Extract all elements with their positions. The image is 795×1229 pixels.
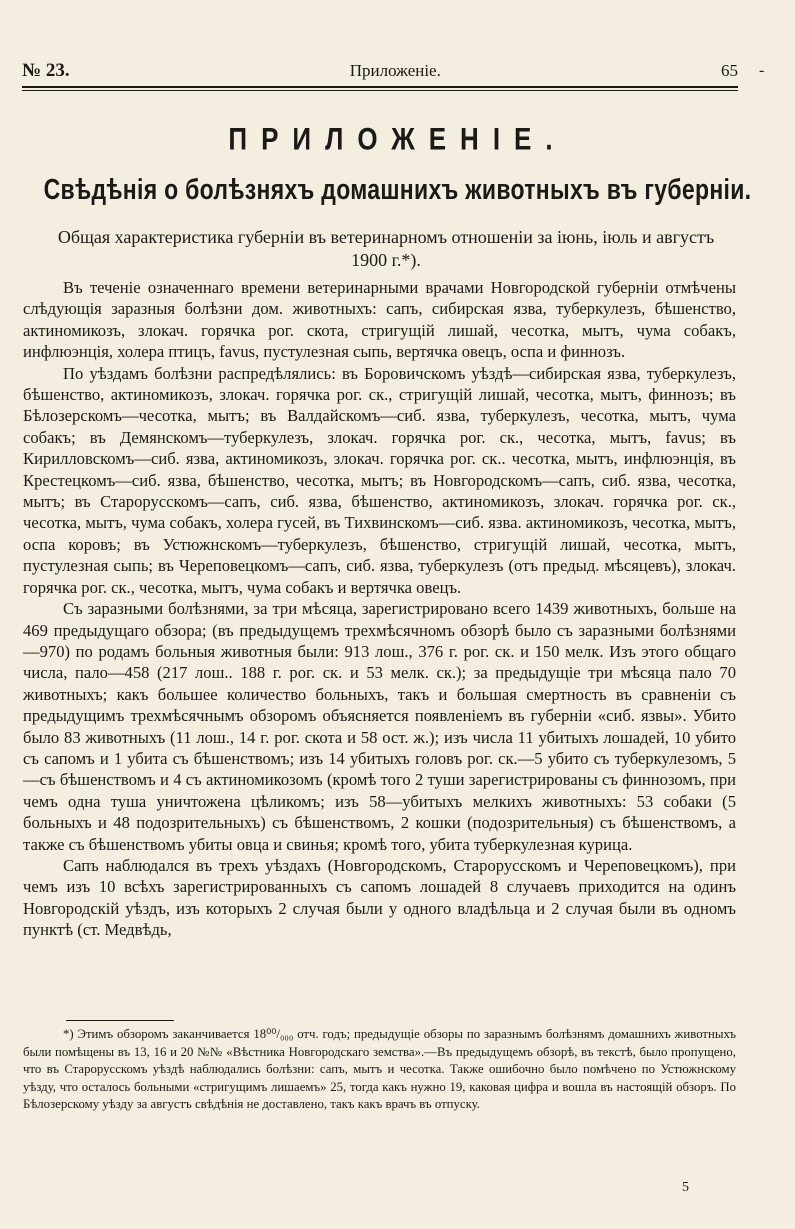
paragraph: Сапъ наблюдался въ трехъ уѣздахъ (Новгородскомъ, Старорусскомъ и Череповецкомъ), при чемъ изъ 10 всѣхъ зарегистрированныхъ съ сапомъ лошадей 8 случаевъ приходится на одинъ Новгородскій уѣздъ, изъ которыхъ 2 случая были у одного владѣльца и 2 случая были въ одномъ пунктѣ (ст. Медвѣдь, [23, 855, 736, 940]
body-text [23, 277, 736, 941]
subheading: Общая характеристика губерніи въ ветеринарномъ отношеніи за іюнь, іюль и августъ 1900 г.*). [57, 227, 715, 270]
signature-mark: 5 [682, 1180, 689, 1195]
footnote-rule [66, 1020, 174, 1021]
header-rule [22, 86, 738, 88]
paragraph: По уѣздамъ болѣзни распредѣлялись: въ Боровичскомъ уѣздѣ—сибирская язва, туберкулезъ, бѣшенство, актиномикозъ, злокач. горячка рог. ск., стригущій лишай, чесотка, мытъ, финнозъ; въ Бѣлозерскомъ—чесотка, мытъ; въ Валдайскомъ—сиб. язва, туберкулезъ, чесотка, мытъ, чума собакъ; въ Демянскомъ—туберкулезъ, злокач. горячка рог. ск., чесотка, мытъ, favus; въ Кирилловскомъ—сиб. язва, актиномикозъ, злокач. горячка рог. ск.. чесотка, мытъ, инфлюэнція, въ Крестецкомъ—сиб. язва, бѣшенство, чесотка, мытъ; въ Новгородскомъ—сапъ, сиб. язва, чесотка, мытъ; въ Старорусскомъ—сапъ, сиб. язва, бѣшенство, актиномикозъ, злокач. горячка рог. ск., чесотка, мытъ, чума собакъ, холера гусей, въ Тихвинскомъ—сиб. язва. актиномикозъ, чесотка, мытъ, оспа коровъ; въ Устюжнскомъ—туберкулезъ, бѣшенство, стригущій лишай, чесотка, мытъ, пустулезная сыпь; въ Череповецкомъ—сапъ, сиб. язва, туберкулезъ (отъ предыд. мѣсяцевъ), злокач. горячка рог. ск., чесотка, мытъ, чума собакъ и вертячка овецъ. [23, 363, 736, 597]
paragraph: Съ заразными болѣзнями, за три мѣсяца, зарегистрировано всего 1439 животныхъ, больше на 469 предыдущаго обзора; (въ предыдущемъ трехмѣсячномъ обзорѣ было съ заразными болѣзнями—970) по родамъ больныя животныя были: 913 лош., 376 г. рог. ск. и 150 мелк. Изъ этого общаго числа, пало—458 (217 лош.. 188 г. рог. ск. и 53 мелк. ск.); за предыдущіе три мѣсяца пало 70 животныхъ; какъ большее количество больныхъ, такъ и большая смертность въ сравненіи съ предыдущимъ трехмѣсячнымъ обзоромъ объясняется появленіемъ въ губерніи «сиб. язвы». Убито было 83 животныхъ (11 лош., 14 г. рог. скота и 58 ост. ж.); изъ числа 11 убитыхъ лошадей, 10 убито съ сапомъ и 1 убита съ бѣшенствомъ; изъ 14 убитыхъ головъ рог. ск.—5 убито съ туберкулезомъ, 5—съ бѣшенствомъ и 4 съ актиномикозомъ (кромѣ того 2 туши зарегистрированы съ финнозомъ, при чемъ одна туша уничтожена цѣликомъ; изъ 58—убитыхъ мелкихъ животныхъ: 53 собаки (5 больныхъ и 48 подозрительныхъ) съ бѣшенствомъ, 2 кошки (подозрительныя) съ бѣшенствомъ, а также съ бѣшенствомъ убиты овца и свинья; кромѣ того, убита туберкулезная курица. [23, 599, 736, 854]
paragraph: Въ теченіе означеннаго времени ветеринарными врачами Новгородской губерніи отмѣчены слѣдующія заразныя болѣзни дом. животныхъ: сапъ, сибирская язва, туберкулезъ, бѣшенство, актиномикозъ, злокач. горячка рог. скота, стригущій лишай, чесотка, мытъ, чума собакъ, инфлюэнція, холера птицъ, favus, пустулезная сыпь, вертячка овецъ, оспа и финнозъ. [23, 278, 736, 362]
footnote: *) Этимъ обзоромъ заканчивается 18⁰⁰/₀₀₀ отч. годъ; предыдущіе обзоры по заразнымъ болѣзнямъ домашнихъ животныхъ были помѣщены въ 13, 16 и 20 №№ «Вѣстника Новгородскаго земства».—Въ предыдущемъ обзорѣ, въ текстѣ, было пропущено, что въ Старорусскомъ уѣздѣ наблюдались болѣзни: сапъ, мытъ и чесотка. Также ошибочно было помѣчено по Устюжнскому уѣзду, что осталось больными «стригущимъ лишаемъ» 25, тогда какъ нужно 19, каковая цифра и вошла въ настоящій обзоръ. По Бѣлозерскому уѣзду за августъ свѣдѣнія не доставлено, такъ какъ врачъ въ отпуску. [23, 1027, 736, 1112]
running-header [22, 60, 738, 84]
issue-number: № 23. [22, 60, 70, 81]
main-heading: Свѣдѣнія о болѣзняхъ домашнихъ животныхъ въ губерніи. [43, 172, 752, 206]
header-rule-thin [22, 90, 738, 91]
page-number: 65 [721, 61, 738, 80]
section-name: Приложеніе. [349, 61, 441, 80]
margin-mark: - [759, 62, 765, 79]
section-title: ПРИЛОЖЕНІЕ. [228, 120, 567, 157]
